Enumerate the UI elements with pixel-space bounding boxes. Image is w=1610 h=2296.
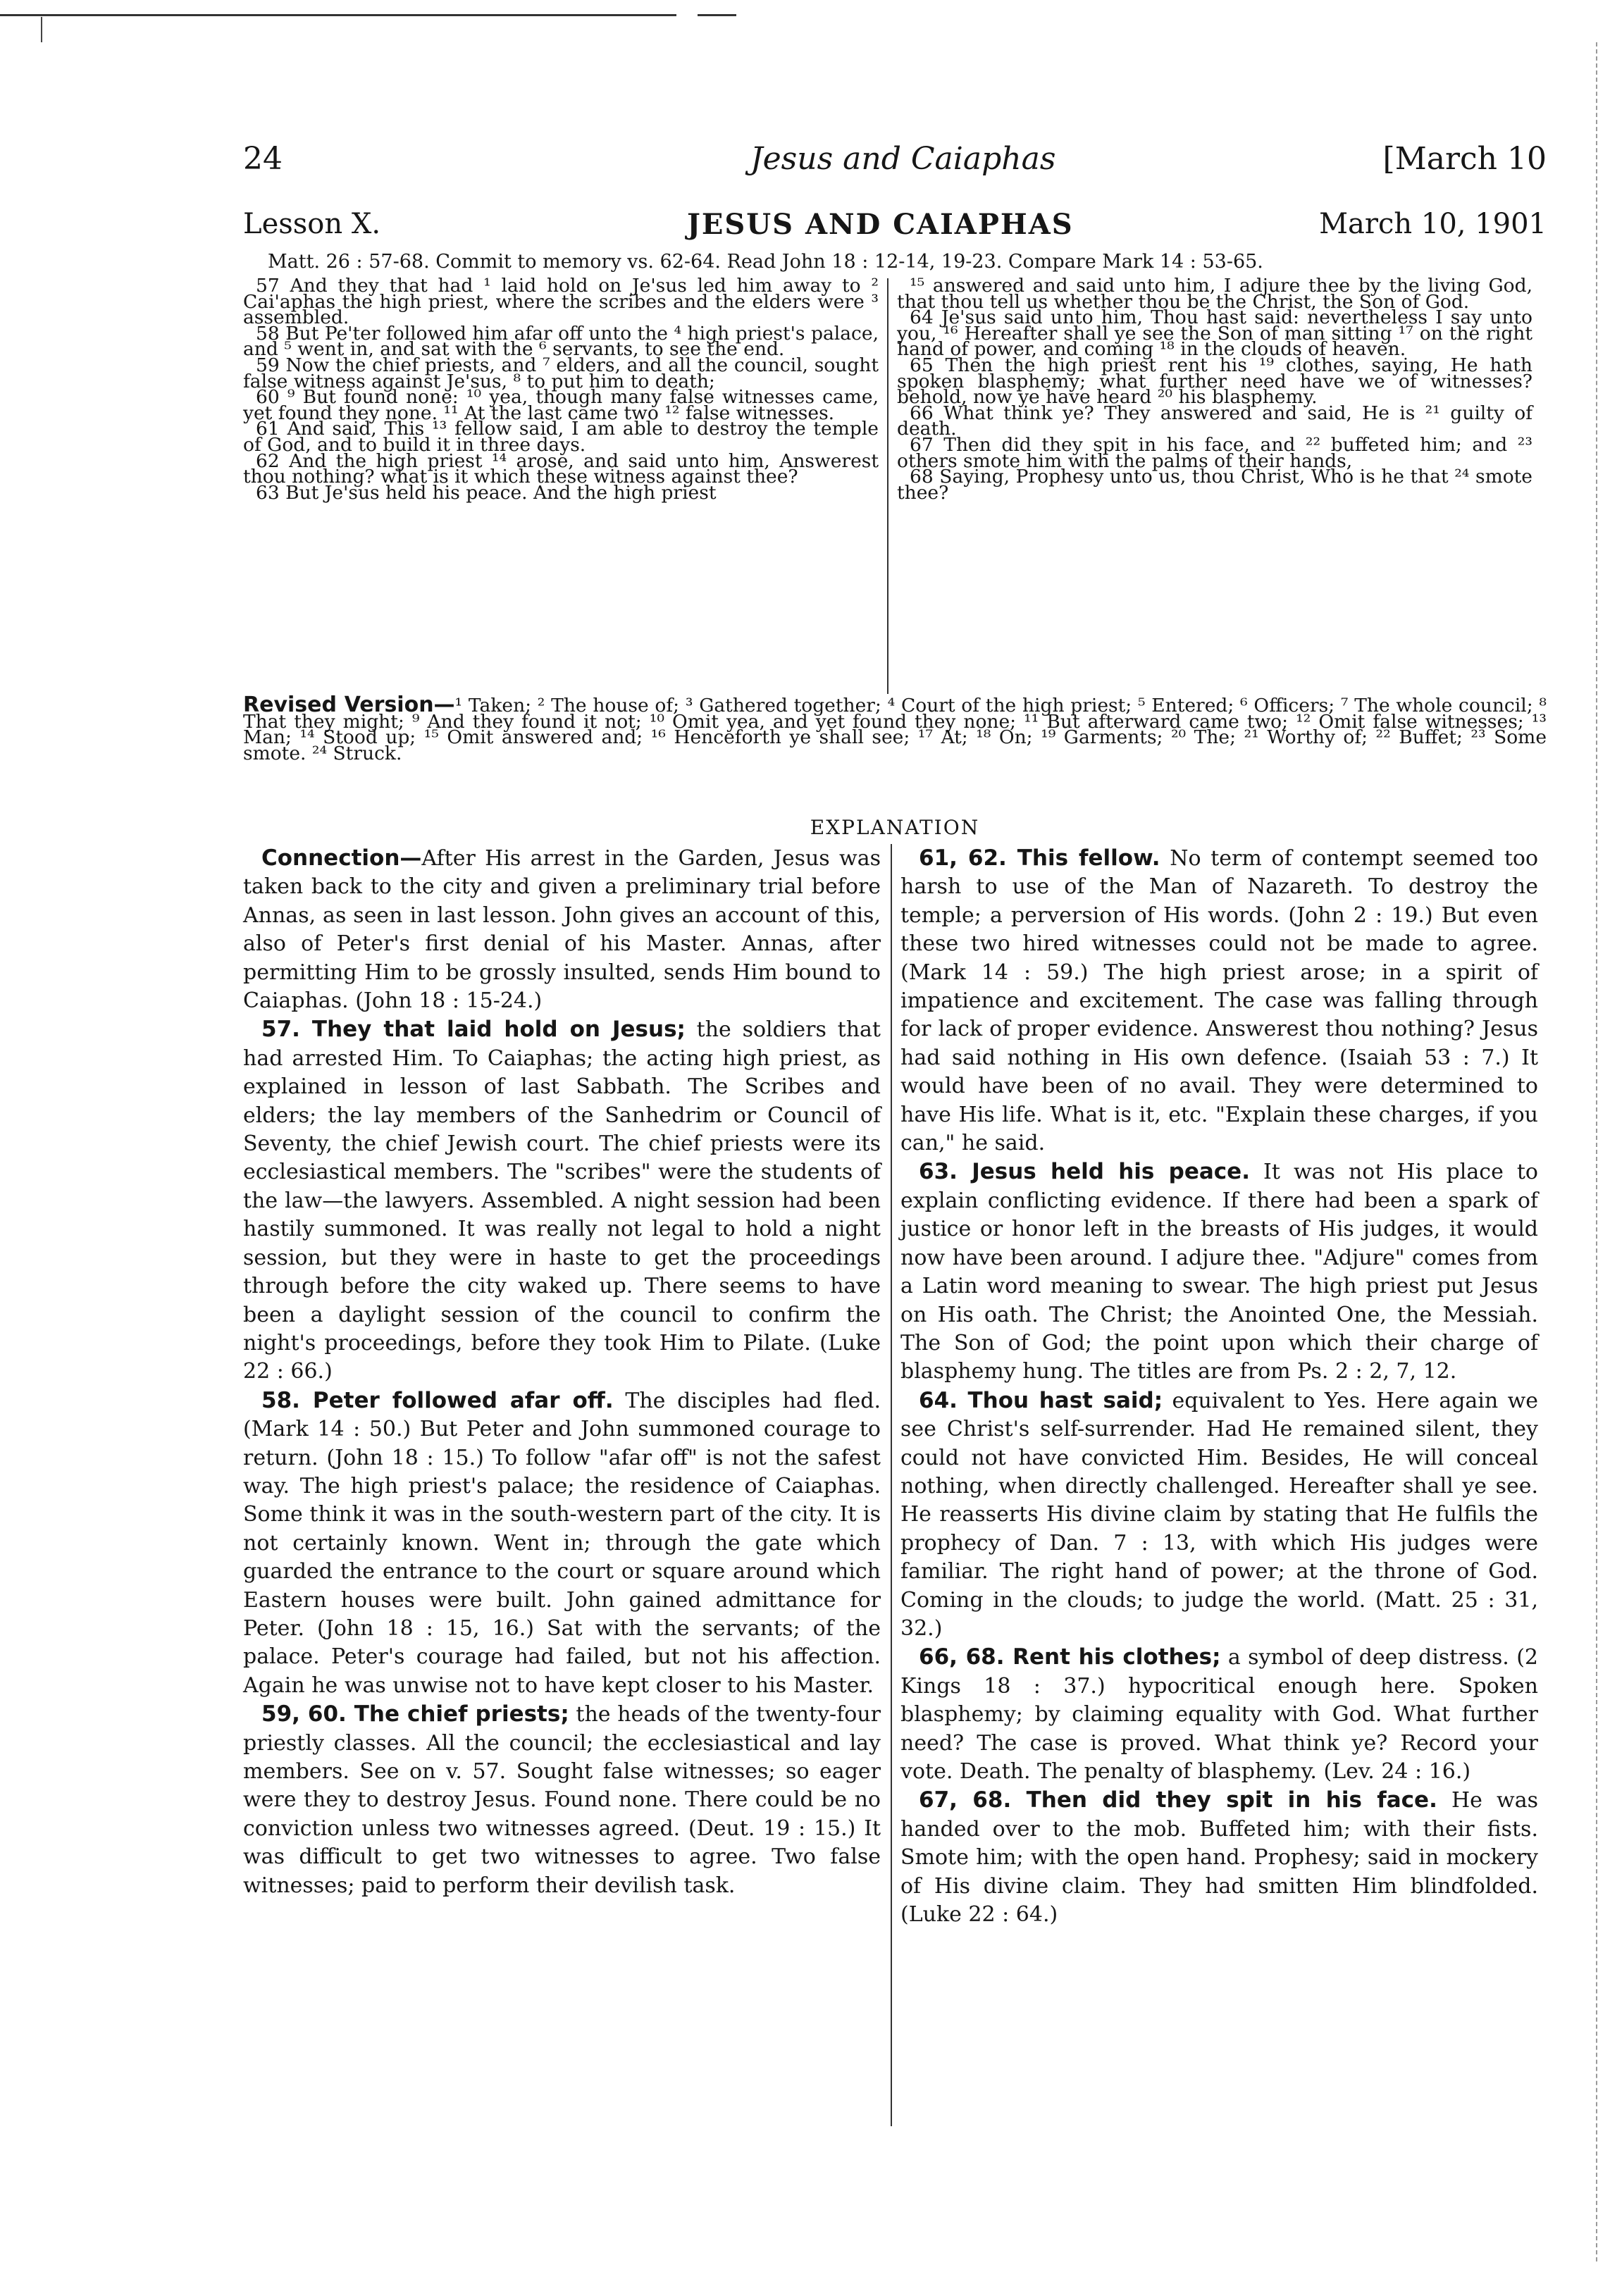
- explanation-paragraph: 58. Peter followed afar off. The disciples had fled. (Mark 14 : 50.) But Peter and John summoned courage to return. (John 18 : 15.) To follow "afar off" is not the safest way. The high priest's palace; the residence of Caiaphas. Some think it was in the south-western part of the city. It is not certainly known. Went in; through the gate which guarded the entrance to the court or square around which Eastern houses were built. John gained admittance for Peter. (John 18 : 15, 16.) Sat with the servants; of the palace. Peter's courage had failed, but not his affection. Again he was unwise not to have kept closer to his Master.: [243, 1387, 881, 1698]
- scripture-left-column: [243, 275, 879, 504]
- running-date: [March 10: [1382, 141, 1547, 177]
- paragraph-lead: 67, 68. Then did they spit in his face.: [919, 1787, 1437, 1813]
- explanation-right-column: [900, 844, 1538, 1929]
- explanation-paragraph: 63. Jesus held his peace. It was not His place to explain conflicting evidence. If there had been a spark of justice or honor left in the breasts of His judges, it would now have been around. I adjure thee. "Adjure" comes from a Latin word meaning to swear. The high priest put Jesus on His oath. The Christ; the Anointed One, the Messiah. The Son of God; the point upon which their charge of blasphemy hung. The titles are from Ps. 2 : 2, 7, 12.: [900, 1159, 1538, 1384]
- scan-right-edge: [1596, 42, 1597, 2261]
- lesson-references: Matt. 26 : 57-68. Commit to memory vs. 62-64. Read John 18 : 12-14, 19-23. Compare Mark 14 : 53-65.: [268, 251, 1263, 273]
- running-title: Jesus and Caiaphas: [750, 141, 1056, 177]
- scan-left-mark: [41, 17, 42, 42]
- lesson-number: Lesson X.: [243, 208, 381, 240]
- verse: ¹⁵ answered and said unto him, I adjure thee by the living God, that thou tell us whether thou be the Christ, the Son of God.: [897, 275, 1532, 313]
- explanation-heading: EXPLANATION: [810, 816, 980, 839]
- verse: 60 ⁹ But found none: ¹⁰ yea, though many false witnesses came, yet found they none. ¹¹ At the last came two ¹² false witnesses.: [243, 386, 879, 424]
- column-divider: [891, 844, 892, 2126]
- revised-version-notes: [243, 693, 1547, 764]
- verse: 59 Now the chief priests, and ⁷ elders, and all the council, sought false witness against Je'sus, ⁸ to put him to death;: [243, 354, 879, 392]
- scripture-passage: [243, 275, 1547, 694]
- verse: 57 And they that had ¹ laid hold on Je'sus led him away to ² Cai'aphas the high priest, where the scribes and the elders were ³ assembled.: [243, 275, 879, 329]
- lesson-date: March 10, 1901: [1319, 208, 1547, 240]
- paragraph-lead: 57. They that laid hold on Jesus;: [261, 1017, 686, 1043]
- revised-version-label: Revised Version—: [243, 693, 455, 717]
- explanation-paragraph: 64. Thou hast said; equivalent to Yes. Here again we see Christ's self-surrender. Had He remained silent, they could not have convicted Him. Besides, He will conceal nothing, when directly challenged. Hereafter shall ye see. He reasserts His divine claim by stating that He fulfils the prophecy of Dan. 7 : 13, with which His judges were familiar. The right hand of power; at the throne of God. Coming in the clouds; to judge the world. (Matt. 25 : 31, 32.): [900, 1387, 1538, 1641]
- paragraph-lead: Connection—: [261, 845, 422, 871]
- verse: 63 But Je'sus held his peace. And the high priest: [256, 481, 717, 504]
- explanation-paragraph: 66, 68. Rent his clothes; a symbol of deep distress. (2 Kings 18 : 37.) hypocritical enough here. Spoken blasphemy; by claiming equality with God. What further need? The case is proved. What think ye? Record your vote. Death. The penalty of blasphemy. (Lev. 24 : 16.): [900, 1644, 1538, 1784]
- running-head: [243, 141, 1547, 183]
- lesson-title: JESUS AND CAIAPHAS: [687, 208, 1074, 241]
- verse: 66 What think ye? They answered and said, He is ²¹ guilty of death.: [897, 402, 1532, 440]
- explanation-left-column: [243, 844, 881, 1900]
- revised-version-text: ¹ Taken; ² The house of; ³ Gathered together; ⁴ Court of the high priest; ⁵ Entered; ⁶ Officers; ⁷ The whole council; ⁸ That they might; ⁹ And they found it not; ¹⁰ Omit yea, and yet found they none; ¹¹ But afterward came two; ¹² Omit false witnesses; ¹³ Man; ¹⁴ Stood up; ¹⁵ Omit answered and; ¹⁶ Henceforth ye shall see; ¹⁷ At; ¹⁸ On; ¹⁹ Garments; ²⁰ The; ²¹ Worthy of; ²² Buffet; ²³ Some smote. ²⁴ Struck.: [243, 695, 1547, 764]
- paragraph-lead: 59, 60. The chief priests;: [261, 1701, 569, 1727]
- scripture-right-column: [897, 275, 1532, 504]
- explanation-paragraph: 67, 68. Then did they spit in his face. He was handed over to the mob. Buffeted him; with their fists. Smote him; with the open hand. Prophesy; said in mockery of His divine claim. They had smitten Him blindfolded. (Luke 22 : 64.): [900, 1787, 1538, 1928]
- scan-top-rule: [0, 14, 676, 16]
- verse: 65 Then the high priest rent his ¹⁹ clothes, saying, He hath spoken blasphemy; what further need have we of witnesses? behold, now ye have heard ²⁰ his blasphemy.: [897, 354, 1532, 409]
- explanation-paragraph: 61, 62. This fellow. No term of contempt seemed too harsh to use of the Man of Nazareth. To destroy the temple; a perversion of His words. (John 2 : 19.) But even these two hired witnesses could not be made to agree. (Mark 14 : 59.) The high priest arose; in a spirit of impatience and excitement. The case was falling through for lack of proper evidence. Answerest thou nothing? Jesus had said nothing in His own defence. (Isaiah 53 : 7.) It would have been of no avail. They were determined to have His life. What is it, etc. "Explain these charges, if you can," he said.: [900, 845, 1539, 1156]
- scan-top-rule-short: [698, 14, 736, 16]
- verse: 68 Saying, Prophesy unto us, thou Christ, Who is he that ²⁴ smote thee?: [897, 466, 1532, 504]
- paragraph-lead: 63. Jesus held his peace.: [919, 1159, 1250, 1185]
- column-divider: [887, 278, 888, 694]
- paragraph-lead: 66, 68. Rent his clothes;: [919, 1644, 1221, 1670]
- verse: 62 And the high priest ¹⁴ arose, and said unto him, Answerest thou nothing? what is it which these witness against thee?: [243, 449, 879, 488]
- explanation-paragraph: 59, 60. The chief priests; the heads of the twenty-four priestly classes. All the council; the ecclesiastical and lay members. See on v. 57. Sought false witnesses; so eager were they to destroy Jesus. Found none. There could be no conviction unless two witnesses agreed. (Deut. 19 : 15.) It was difficult to get two witnesses to agree. Two false witnesses; paid to perform their devilish task.: [243, 1701, 881, 1898]
- paragraph-lead: 61, 62. This fellow.: [919, 845, 1160, 871]
- verse: 64 Je'sus said unto him, Thou hast said: nevertheless I say unto you, ¹⁶ Hereafter shall ye see the Son of man sitting ¹⁷ on the right hand of power, and coming ¹⁸ in the clouds of heaven.: [897, 306, 1532, 361]
- explanation-paragraph: Connection—After His arrest in the Garden, Jesus was taken back to the city and given a preliminary trial before Annas, as seen in last lesson. John gives an account of this, also of Peter's first denial of his Master. Annas, after permitting Him to be grossly insulted, sends Him bound to Caiaphas. (John 18 : 15-24.): [243, 845, 881, 1014]
- page-number: 24: [243, 141, 283, 177]
- verse: 58 But Pe'ter followed him afar off unto the ⁴ high priest's palace, and ⁵ went in, and sat with the ⁶ servants, to see the end.: [243, 322, 879, 361]
- verse: 61 And said, This ¹³ fellow said, I am able to destroy the temple of God, and to build it in three days.: [243, 418, 879, 456]
- paragraph-lead: 58. Peter followed afar off.: [261, 1387, 614, 1413]
- explanation-paragraph: 57. They that laid hold on Jesus; the soldiers that had arrested Him. To Caiaphas; the acting high priest, as explained in lesson of last Sabbath. The Scribes and elders; the lay members of the Sanhedrim or Council of Seventy, the chief Jewish court. The chief priests were its ecclesiastical members. The "scribes" were the students of the law—the lawyers. Assembled. A night session had been hastily summoned. It was really not legal to hold a night session, but they were in haste to get the proceedings through before the city waked up. There seems to have been a daylight session of the council to confirm the night's proceedings, before they took Him to Pilate. (Luke 22 : 66.): [243, 1017, 881, 1384]
- lesson-header: [243, 208, 1547, 247]
- paragraph-lead: 64. Thou hast said;: [919, 1387, 1163, 1413]
- verse: 67 Then did they spit in his face, and ²² buffeted him; and ²³ others smote him with the palms of their hands,: [897, 433, 1532, 472]
